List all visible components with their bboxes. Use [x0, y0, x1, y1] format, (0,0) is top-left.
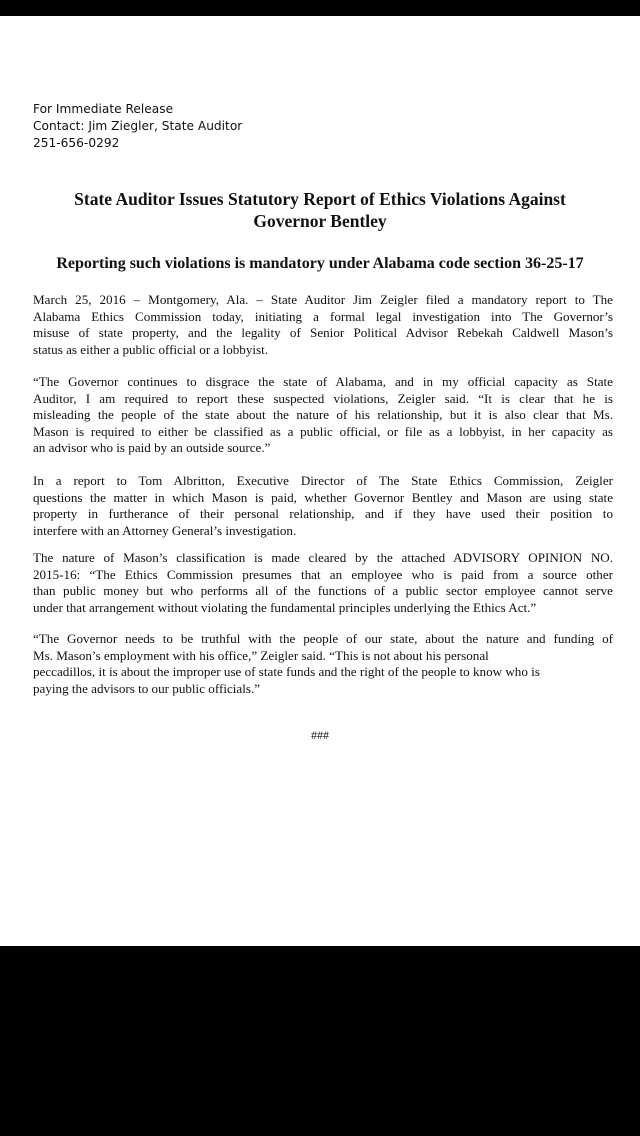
- paragraph-1: [33, 292, 613, 358]
- paragraph-line: In a report to Tom Albritton, Executive Director of The State Ethics Commission, Zeigler: [33, 473, 613, 488]
- document-title: [30, 188, 610, 232]
- paragraph-line: under that arrangement without violating the fundamental principles underlying the Ethics Act.”: [33, 599, 537, 615]
- paragraph-5: [33, 631, 613, 697]
- paragraph-line: 2015-16: “The Ethics Commission presumes that an employee who is paid from a source other: [33, 566, 613, 582]
- paragraph-line: paying the advisors to our public officials.”: [33, 680, 261, 696]
- end-mark: ###: [311, 728, 329, 742]
- paragraph-line: “The Governor continues to disgrace the state of Alabama, and in my official capacity as State: [33, 374, 613, 389]
- paragraph-2: [33, 374, 613, 457]
- paragraph-line: March 25, 2016 – Montgomery, Ala. – State Auditor Jim Zeigler filed a mandatory report to The: [33, 292, 613, 307]
- paragraph-line: an advisor who is paid by an outside source.”: [33, 440, 271, 455]
- paragraph-line: questions the matter in which Mason is paid, whether Governor Bentley and Mason are using state: [33, 489, 613, 505]
- paragraph-line: Ms. Mason’s employment with his office,” Zeigler said. “This is not about his personal: [33, 647, 489, 663]
- paragraph-line: Auditor, I am required to report these suspected violations, Zeigler said. “It is clear that he is: [33, 390, 613, 406]
- paragraph-line: “The Governor needs to be truthful with the people of our state, about the nature and funding of: [33, 631, 613, 646]
- paragraph-line: misleading the people of the state about the nature of his relationship, but it is also clear that Ms.: [33, 407, 613, 422]
- title-line-1: State Auditor Issues Statutory Report of Ethics Violations Against: [74, 189, 566, 209]
- release-header: [33, 101, 242, 152]
- paragraph-line: property in furtherance of their personal relationship, and if they have used their position to: [33, 506, 613, 521]
- release-phone: 251-656-0292: [33, 136, 120, 150]
- paragraph-3: [33, 473, 613, 539]
- paragraph-line: The nature of Mason’s classification is made cleared by the attached ADVISORY OPINION NO.: [33, 550, 613, 565]
- release-label: For Immediate Release: [33, 102, 174, 116]
- paragraph-line: than public money but who performs all of the functions of a public sector employee cannot serve: [33, 583, 613, 598]
- title-line-2: Governor Bentley: [253, 211, 387, 231]
- paragraph-line: Mason is required to either be classified as a public official, or file as a lobbyist, in her capacity as: [33, 423, 613, 439]
- paragraph-line: status as either a public official or a lobbyist.: [33, 341, 269, 357]
- paragraph-4: [33, 550, 613, 616]
- document-page: [0, 16, 640, 946]
- paragraph-line: Alabama Ethics Commission today, initiating a formal legal investigation into The Governor’s: [33, 308, 613, 324]
- document-subtitle: Reporting such violations is mandatory under Alabama code section 36-25-17: [56, 255, 584, 272]
- paragraph-line: interfere with an Attorney General’s investigation.: [33, 522, 297, 538]
- release-contact: Contact: Jim Ziegler, State Auditor: [33, 119, 243, 133]
- paragraph-line: misuse of state property, and the legality of Senior Political Advisor Rebekah Caldwell Mason’s: [33, 325, 613, 340]
- paragraph-line: peccadillos, it is about the improper use of state funds and the right of the people to know who is: [33, 664, 540, 679]
